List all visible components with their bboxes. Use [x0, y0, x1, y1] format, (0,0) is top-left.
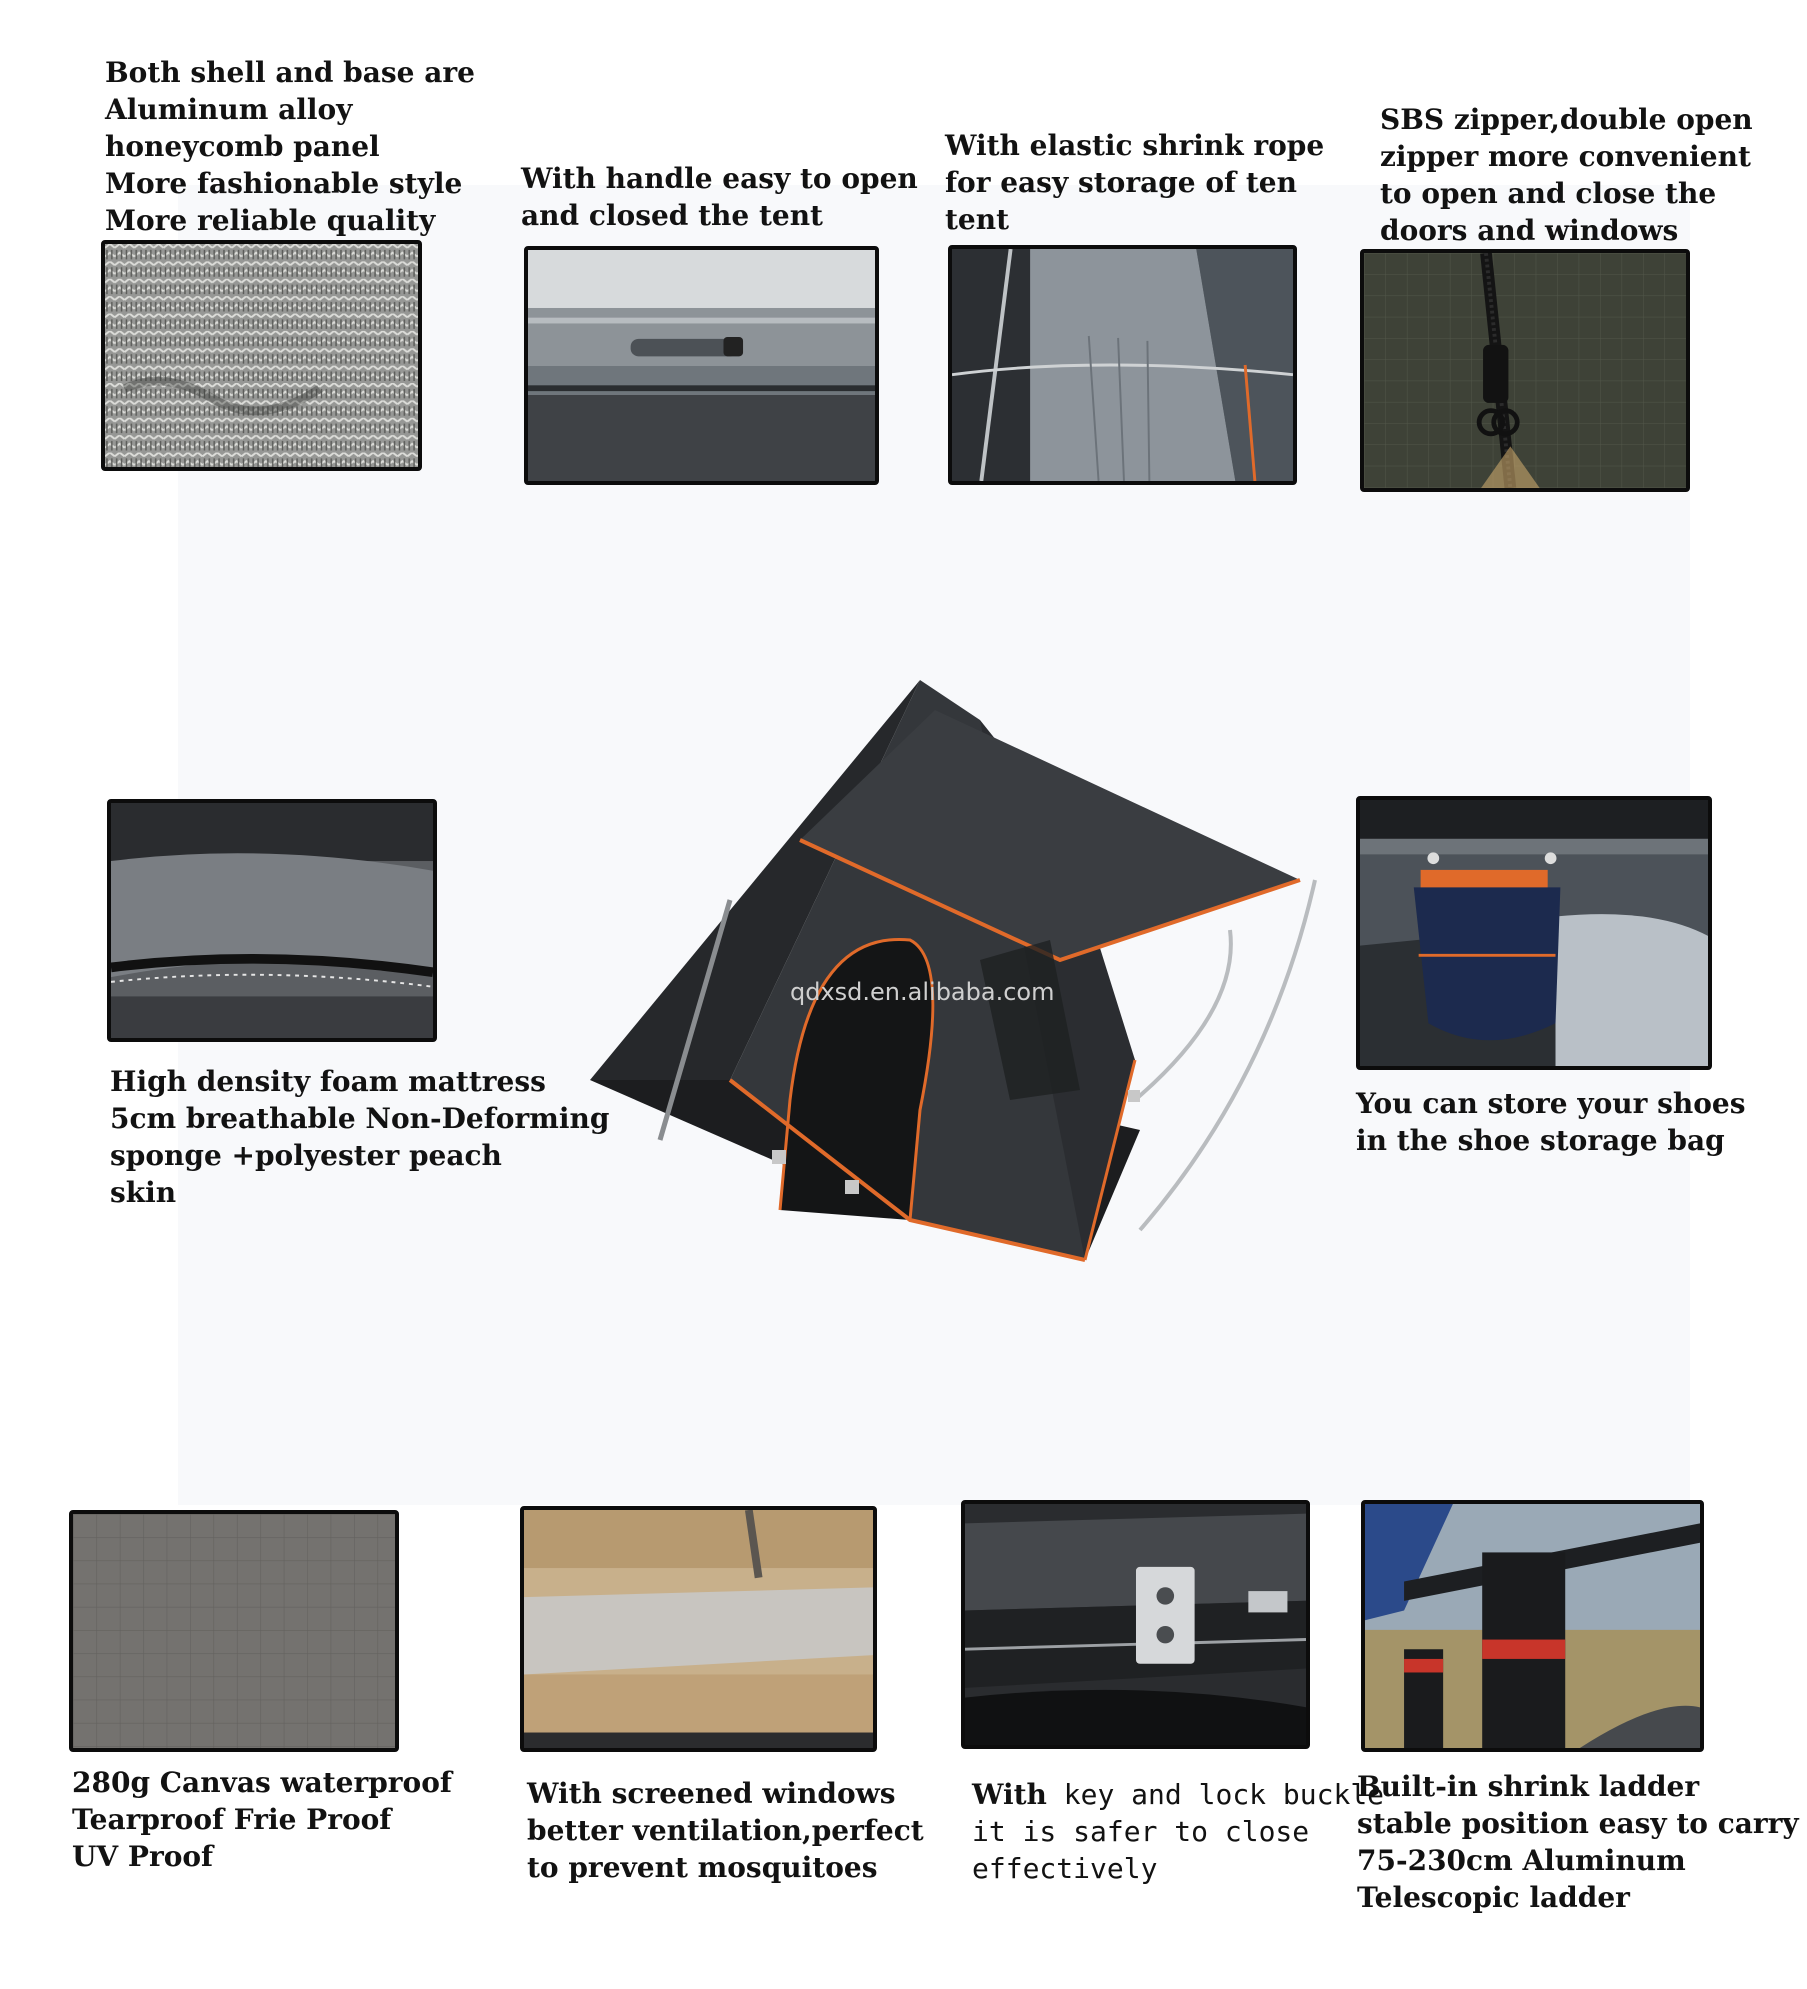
caption-lock [972, 1776, 1384, 1887]
caption-line: skin [110, 1176, 177, 1209]
caption-shell [105, 54, 475, 239]
caption-line: effectively [972, 1852, 1158, 1885]
shoe-bag-photo [1356, 796, 1712, 1070]
telescopic-ladder-photo [1361, 1500, 1704, 1752]
caption-line: better ventilation,perfect [527, 1814, 924, 1847]
caption-line: UV Proof [72, 1840, 214, 1873]
caption-line: doors and windows [1380, 214, 1679, 247]
caption-line: 5cm breathable Non-Deforming [110, 1102, 610, 1135]
caption-mattress [110, 1063, 609, 1211]
rooftop-tent-main-image [580, 660, 1340, 1280]
caption-line: With screened windows [527, 1777, 896, 1810]
caption-line: to prevent mosquitoes [527, 1851, 878, 1884]
foam-mattress-photo [107, 799, 437, 1042]
caption-line: 280g Canvas waterproof [72, 1766, 452, 1799]
honeycomb-panel-photo [101, 240, 422, 471]
caption-line: More fashionable style [105, 167, 463, 200]
caption-line: to open and close the [1380, 177, 1717, 210]
caption-rope [945, 127, 1324, 238]
caption-shoebag [1356, 1085, 1746, 1159]
watermark: qdxsd.en.alibaba.com [790, 978, 1055, 1006]
zipper-photo [1360, 249, 1690, 492]
caption-lead-word: With [972, 1778, 1047, 1811]
handle-photo [524, 246, 879, 485]
caption-line: in the shoe storage bag [1356, 1124, 1725, 1157]
caption-windows [527, 1775, 924, 1886]
caption-line: stable position easy to carry [1357, 1807, 1799, 1840]
caption-line: Both shell and base are [105, 56, 475, 89]
elastic-rope-photo [948, 245, 1297, 485]
lock-buckle-photo [961, 1500, 1310, 1749]
caption-line: honeycomb panel [105, 130, 380, 163]
caption-line: it is safer to close [972, 1815, 1310, 1848]
caption-line: More reliable quality [105, 204, 436, 237]
caption-handle [521, 160, 918, 234]
screened-window-photo [520, 1506, 877, 1752]
caption-canvas [72, 1764, 452, 1875]
caption-line: Tearproof Frie Proof [72, 1803, 392, 1836]
caption-line: With handle easy to open [521, 162, 918, 195]
caption-line: With elastic shrink rope [945, 129, 1325, 162]
caption-line: SBS zipper,double open [1380, 103, 1753, 136]
caption-line [972, 1776, 1384, 1813]
caption-line: for easy storage of ten [945, 166, 1297, 199]
caption-line: 75-230cm Aluminum [1357, 1844, 1686, 1877]
caption-line: tent [945, 203, 1010, 236]
caption-line: and closed the tent [521, 199, 823, 232]
caption-line: Telescopic ladder [1357, 1881, 1630, 1914]
canvas-fabric-photo [69, 1510, 399, 1752]
caption-ladder [1357, 1768, 1799, 1916]
caption-line: sponge +polyester peach [110, 1139, 502, 1172]
caption-line: zipper more convenient [1380, 140, 1751, 173]
caption-line: You can store your shoes [1356, 1087, 1746, 1120]
caption-line: Built-in shrink ladder [1357, 1770, 1700, 1803]
caption-zipper [1380, 101, 1753, 249]
caption-line: High density foam mattress [110, 1065, 546, 1098]
caption-line: Aluminum alloy [105, 93, 353, 126]
caption-text: key and lock buckle [1046, 1778, 1385, 1811]
